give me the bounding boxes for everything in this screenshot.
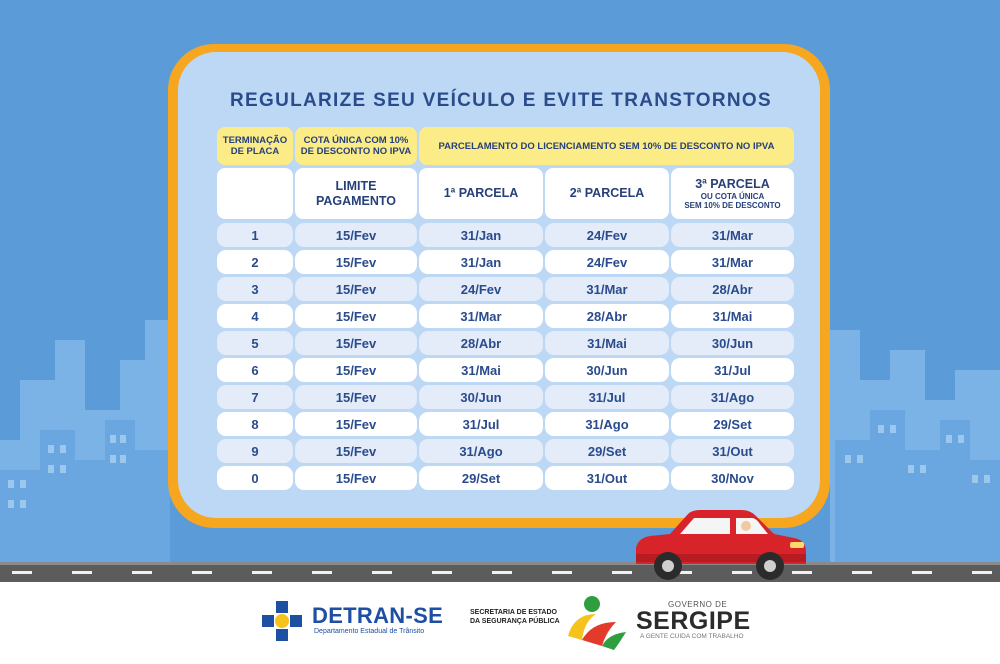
- cell-parcela-3: 30/Nov: [671, 466, 794, 490]
- cell-parcela-2: 31/Jul: [545, 385, 669, 409]
- page-title: REGULARIZE SEU VEÍCULO E EVITE TRANSTORNOS: [230, 90, 772, 111]
- cell-parcela-1: 30/Jun: [419, 385, 543, 409]
- cell-parcela-2: 31/Out: [545, 466, 669, 490]
- cell-parcela-3: 31/Jul: [671, 358, 794, 382]
- cell-limite: 15/Fev: [295, 223, 417, 247]
- header-parcelamento: PARCELAMENTO DO LICENCIAMENTO SEM 10% DE DESCONTO NO IPVA: [419, 127, 794, 165]
- cell-parcela-1: 31/Jan: [419, 223, 543, 247]
- cell-parcela-1: 31/Mai: [419, 358, 543, 382]
- cell-limite: 15/Fev: [295, 331, 417, 355]
- detran-logo-icon: [258, 597, 310, 649]
- cell-parcela-2: 28/Abr: [545, 304, 669, 328]
- red-car-illustration: [630, 506, 810, 582]
- cell-terminacao: 6: [217, 358, 293, 382]
- cell-limite: 15/Fev: [295, 250, 417, 274]
- cell-parcela-2: 24/Fev: [545, 250, 669, 274]
- cell-parcela-3: 31/Mai: [671, 304, 794, 328]
- cell-terminacao: 2: [217, 250, 293, 274]
- cell-limite: 15/Fev: [295, 304, 417, 328]
- cell-parcela-1: 24/Fev: [419, 277, 543, 301]
- cell-parcela-2: 31/Mar: [545, 277, 669, 301]
- cell-parcela-2: 24/Fev: [545, 223, 669, 247]
- cell-limite: 15/Fev: [295, 466, 417, 490]
- cell-limite: 15/Fev: [295, 358, 417, 382]
- detran-wordmark: DETRAN-SE: [312, 603, 444, 628]
- cell-parcela-3: 29/Set: [671, 412, 794, 436]
- header-limite-pagamento: LIMITE PAGAMENTO: [295, 168, 417, 219]
- cell-limite: 15/Fev: [295, 439, 417, 463]
- cell-parcela-2: 31/Mai: [545, 331, 669, 355]
- cell-terminacao: 7: [217, 385, 293, 409]
- cell-parcela-2: 31/Ago: [545, 412, 669, 436]
- cell-parcela-2: 30/Jun: [545, 358, 669, 382]
- cell-parcela-3: 30/Jun: [671, 331, 794, 355]
- cell-parcela-1: 31/Jul: [419, 412, 543, 436]
- header-parcela-2: 2ª PARCELA: [545, 168, 669, 219]
- cell-parcela-3: 31/Mar: [671, 223, 794, 247]
- sergipe-slogan: A GENTE CUIDA COM TRABALHO: [640, 633, 744, 640]
- cell-terminacao: 3: [217, 277, 293, 301]
- road: [0, 562, 1000, 582]
- cell-limite: 15/Fev: [295, 412, 417, 436]
- cell-terminacao: 5: [217, 331, 293, 355]
- cell-limite: 15/Fev: [295, 277, 417, 301]
- cell-terminacao: 0: [217, 466, 293, 490]
- cell-terminacao: 1: [217, 223, 293, 247]
- sergipe-wordmark: SERGIPE: [636, 607, 751, 635]
- cell-terminacao: 9: [217, 439, 293, 463]
- cell-parcela-2: 29/Set: [545, 439, 669, 463]
- sergipe-logo-icon: [562, 592, 632, 652]
- cell-parcela-1: 31/Mar: [419, 304, 543, 328]
- cell-parcela-1: 31/Jan: [419, 250, 543, 274]
- cell-parcela-1: 29/Set: [419, 466, 543, 490]
- cell-parcela-3: 31/Mar: [671, 250, 794, 274]
- cell-terminacao: 8: [217, 412, 293, 436]
- cell-parcela-1: 28/Abr: [419, 331, 543, 355]
- cell-terminacao: 4: [217, 304, 293, 328]
- header-cota-unica: COTA ÚNICA COM 10% DE DESCONTO NO IPVA: [295, 127, 417, 165]
- governo-label: GOVERNO DE: [668, 600, 728, 609]
- header-parcela-3: 3ª PARCELA OU COTA ÚNICA SEM 10% DE DESCONTO: [671, 168, 794, 219]
- header-parcela-1: 1ª PARCELA: [419, 168, 543, 219]
- cell-parcela-3: 31/Out: [671, 439, 794, 463]
- secretaria-label: SECRETARIA DE ESTADO DA SEGURANÇA PÚBLICA: [470, 609, 560, 625]
- cell-parcela-1: 31/Ago: [419, 439, 543, 463]
- cell-parcela-3: 31/Ago: [671, 385, 794, 409]
- cell-parcela-3: 28/Abr: [671, 277, 794, 301]
- detran-subtitle: Departamento Estadual de Trânsito: [314, 628, 425, 635]
- header-empty: [217, 168, 293, 219]
- header-terminacao: TERMINAÇÃO DE PLACA: [217, 127, 293, 165]
- cell-limite: 15/Fev: [295, 385, 417, 409]
